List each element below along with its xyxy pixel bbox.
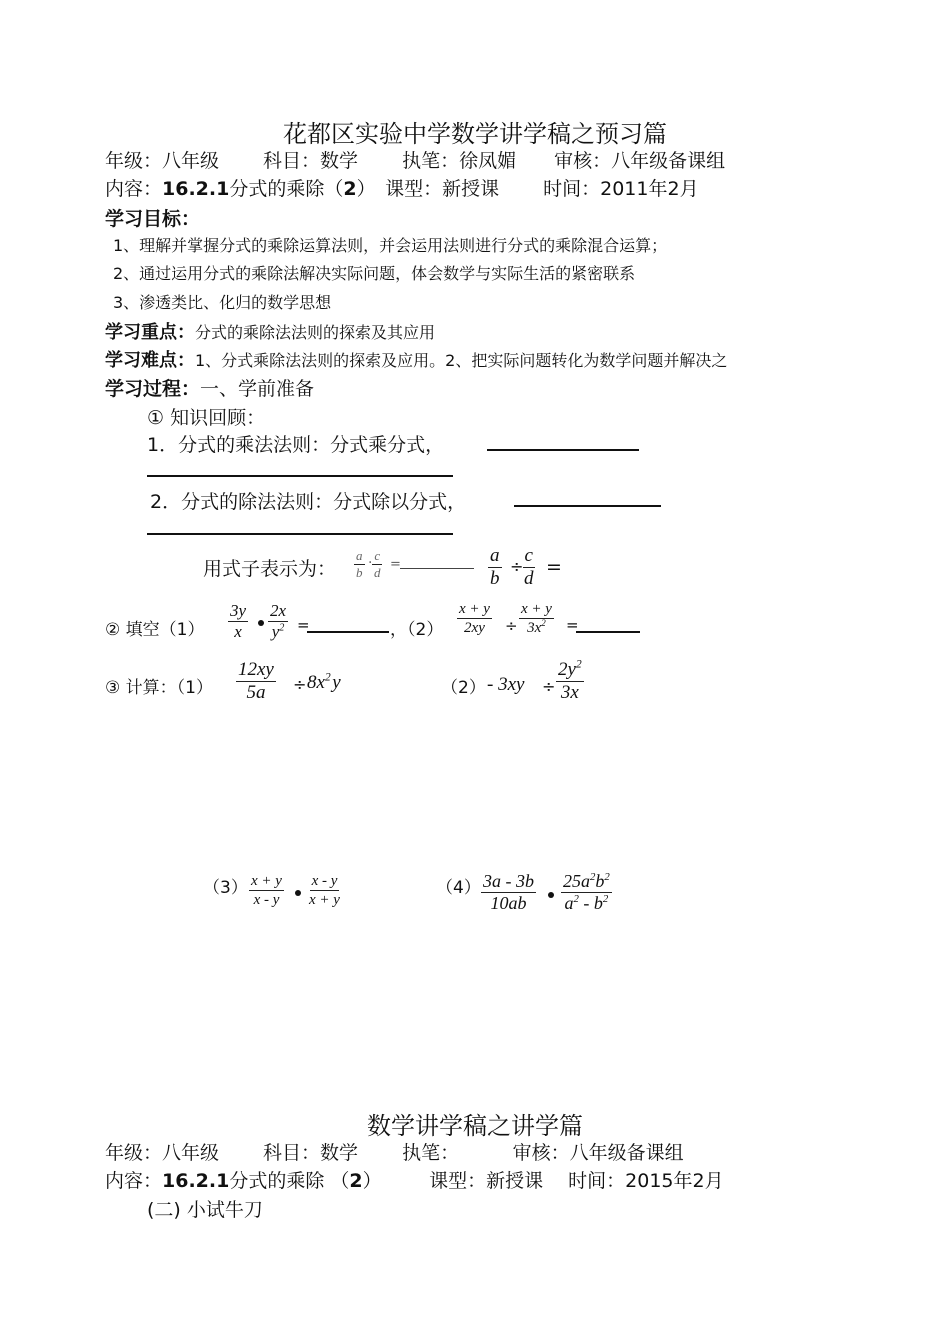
difficulty-label: 学习难点： [105, 350, 195, 371]
compute-term-neg-3xy: - 3xy [487, 674, 525, 695]
key-points-text: 分式的乘除法法则的探索及其应用 [195, 323, 436, 342]
compute-part-4-label: （4） [436, 878, 481, 898]
objective-item: 3、渗透类比、化归的数学思想 [113, 293, 332, 312]
multiply-rule-blank-2[interactable] [147, 475, 453, 477]
difficulty-points [105, 346, 727, 372]
compute-fraction-2y2-3x: $\frac{2y^2}{3x}$ [558, 658, 582, 703]
review-heading: ① 知识回顾： [147, 407, 266, 429]
fraction-a-over-b: $\frac{a}{b}$ [356, 548, 363, 580]
equals-sign: = [297, 616, 310, 634]
multiply-dot [548, 892, 554, 898]
lecture-topic-text: 分式的乘除 （ [229, 1170, 350, 1192]
compute-fraction-3a3b-10ab: $\frac{3a - 3b}{10ab}$ [483, 871, 534, 913]
compute-part-3-label: （3） [203, 878, 248, 898]
multiply-rule-blank[interactable] [487, 449, 639, 451]
meta-topic-number: 16.2.1 [162, 178, 230, 200]
lecture-section-heading: (二) 小试牛刀 [147, 1199, 263, 1221]
divide-sign: ÷ [542, 677, 556, 696]
compute-fraction-xmy-xpy: $\frac{x - y}{x + y}$ [309, 873, 340, 909]
multiply-rule: 1．分式的乘法法则：分式乘分式， [147, 434, 445, 456]
lecture-meta-tail: ） 课型：新授课 时间：2015年2月 [362, 1170, 724, 1192]
multiply-dot [258, 620, 264, 626]
preview-meta-line2 [105, 174, 699, 201]
objectives-heading: 学习目标： [105, 208, 201, 230]
fill-part-2-label: ，（2） [390, 620, 444, 640]
compute-fraction-25a2b2-a2b2: $\frac{25a^2b^2}{a^2 - b^2}$ [563, 871, 610, 913]
lecture-title: 数学讲学稿之讲学篇 [367, 1112, 583, 1140]
equals-sign-2: = [546, 556, 562, 578]
compute-fraction-12xy-5a: $\frac{12xy}{5a}$ [238, 659, 274, 703]
meta-topic-text: 分式的乘除（ [229, 178, 344, 200]
fill-in-label: ② 填空（1） [105, 620, 205, 640]
objective-item: 1、理解并掌握分式的乘除运算法则，并会运用法则进行分式的乘除混合运算； [113, 236, 668, 255]
fill-fraction-3y-x: $\frac{3y}{x}$ [230, 601, 247, 641]
lecture-content-label: 内容： [105, 1170, 163, 1192]
equals-sign: = [390, 557, 401, 572]
process-text: 一、学前准备 [200, 378, 315, 400]
fraction-a-over-b-2: $\frac{a}{b}$ [490, 545, 500, 589]
compute-label: ③ 计算：（1） [105, 678, 213, 698]
compute-fraction-xpy-xmy: $\frac{x + y}{x - y}$ [251, 873, 282, 909]
key-points [105, 318, 435, 344]
express-label: 用式子表示为： [203, 558, 337, 580]
key-points-label: 学习重点： [105, 322, 195, 343]
compute-part-2-label: （2） [441, 678, 486, 698]
fill-blank-2[interactable] [576, 631, 640, 633]
divide-sign: ÷ [505, 617, 518, 635]
process-line [105, 374, 314, 401]
fill-fraction-xy-2xy: $\frac{x + y}{2xy}$ [459, 601, 490, 637]
meta-content-label: 内容： [105, 178, 163, 200]
lecture-meta-line1: 年级：八年级 科目：数学 执笔： 审核：八年级备课组 [105, 1142, 684, 1164]
meta-line2-tail: ） 课型：新授课 时间：2011年2月 [356, 178, 699, 200]
preview-meta-line1: 年级：八年级 科目：数学 执笔：徐凤媚 审核：八年级备课组 [105, 150, 726, 172]
divide-rule-blank-2[interactable] [147, 533, 453, 535]
preview-title: 花都区实验中学数学讲学稿之预习篇 [283, 120, 667, 148]
difficulty-text: 1、分式乘除法法则的探索及应用。2、把实际问题转化为数学问题并解决之 [195, 351, 728, 370]
fill-blank-1[interactable] [307, 631, 389, 633]
meta-topic-part: 2 [343, 178, 357, 200]
fill-fraction-2x-y2: $\frac{2x}{y^2}$ [270, 601, 287, 641]
fraction-c-over-d-2: $\frac{c}{d}$ [524, 545, 534, 589]
divide-sign: ÷ [510, 557, 524, 576]
multiply-sign: · [368, 555, 373, 571]
divide-rule-blank[interactable] [514, 505, 661, 507]
fill-fraction-xy-3x2: $\frac{x + y}{3x^2}$ [521, 601, 552, 637]
multiply-dot [295, 890, 301, 896]
process-label: 学习过程： [105, 378, 201, 400]
objective-item: 2、通过运用分式的乘除法解决实际问题，体会数学与实际生活的紧密联系 [113, 264, 636, 283]
compute-term-8x2y: $8x^2$ y [307, 671, 341, 693]
equals-sign: = [566, 616, 579, 634]
lecture-topic-part: 2 [349, 1170, 363, 1192]
product-blank[interactable] [400, 568, 474, 569]
lecture-topic-number: 16.2.1 [162, 1170, 230, 1192]
divide-rule: 2．分式的除法法则：分式除以分式， [150, 491, 467, 513]
divide-sign: ÷ [293, 675, 307, 694]
fraction-c-over-d: $\frac{c}{d}$ [374, 548, 381, 580]
lecture-meta-line2 [105, 1166, 724, 1193]
